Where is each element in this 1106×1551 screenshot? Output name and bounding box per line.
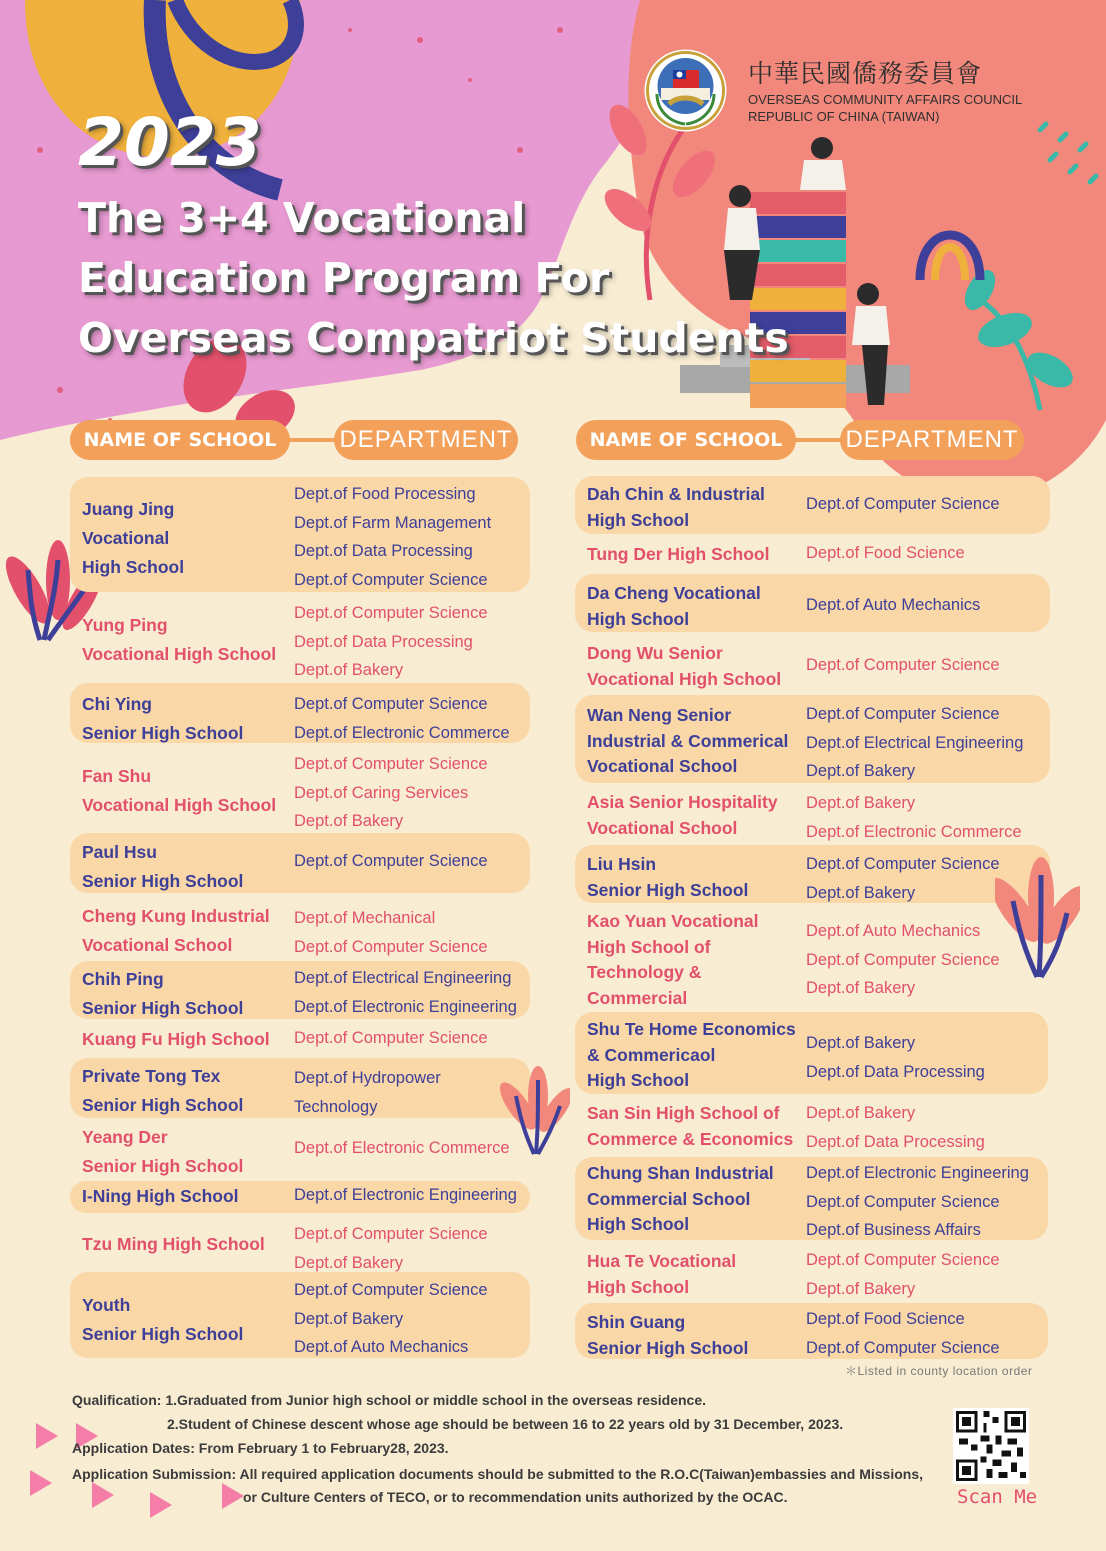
school-name: Asia Senior Hospitality Vocational School: [587, 792, 778, 838]
department-list: Dept.of Food Processing Dept.of Farm Management Dept.of Data Processing Dept.of Computer Science: [294, 485, 492, 589]
header-connector: [794, 438, 844, 442]
school-name: Tzu Ming High School: [82, 1234, 265, 1254]
school-name: Shu Te Home Economics & Commericaol High School: [587, 1019, 796, 1090]
school-name: Chi Ying Senior High School: [82, 694, 244, 743]
qualification-1: Qualification: 1.Graduated from Junior high school or middle school in the overseas residence.: [72, 1392, 707, 1408]
school-name: Shin Guang Senior High School: [587, 1312, 749, 1358]
department-header-label: DEPARTMENT: [334, 420, 518, 460]
department-list: Dept.of Hydropower Technology: [294, 1069, 441, 1116]
department-list: Dept.of Computer Science: [294, 852, 488, 870]
department-list: Dept.of Computer Science Dept.of Data Processing Dept.of Bakery: [294, 604, 488, 679]
qualification-2: 2.Student of Chinese descent whose age should be between 16 to 22 years old by 31 December, 2023.: [167, 1416, 844, 1432]
organization-name-en-2: REPUBLIC OF CHINA (TAIWAN): [748, 109, 940, 124]
school-name: Kuang Fu High School: [82, 1029, 270, 1049]
school-name: Da Cheng Vocational High School: [587, 583, 761, 629]
department-list: Dept.of Computer Science Dept.of Caring Services Dept.of Bakery: [294, 755, 488, 830]
school-name: Chung Shan Industrial Commercial School High School: [587, 1163, 774, 1234]
title-line-2: Education Program For: [78, 254, 610, 302]
department-list: Dept.of Food Science Dept.of Computer Science: [806, 1310, 1000, 1357]
department-list: Dept.of Bakery Dept.of Data Processing: [806, 1034, 985, 1081]
school-name: Private Tong Tex Senior High School: [82, 1066, 244, 1115]
department-list: Dept.of Computer Science Dept.of Bakery: [806, 1251, 1000, 1298]
department-list: Dept.of Electrical Engineering Dept.of Electronic Engineering: [294, 969, 517, 1016]
department-list: Dept.of Computer Science Dept.of Bakery: [806, 855, 1000, 902]
scan-me-label: Scan Me: [957, 1486, 1038, 1508]
department-list: Dept.of Auto Mechanics: [806, 596, 981, 614]
department-list: Dept.of Computer Science: [806, 656, 1000, 674]
school-name: Tung Der High School: [587, 544, 770, 564]
school-name: Wan Neng Senior Industrial & Commerical Vocational School: [587, 705, 789, 776]
school-name: Dong Wu Senior Vocational High School: [587, 643, 782, 689]
application-dates: Application Dates: From February 1 to February28, 2023.: [72, 1440, 449, 1456]
title-line-1: The 3+4 Vocational: [78, 194, 526, 242]
department-list: Dept.of Computer Science: [294, 1029, 488, 1047]
school-name: Yung Ping Vocational High School: [82, 615, 277, 664]
qr-code-icon[interactable]: [953, 1408, 1029, 1484]
listing-note: ＊Listed in county location order: [845, 1364, 1033, 1378]
department-list: Dept.of Electronic Engineering: [294, 1186, 517, 1204]
school-name: Youth Senior High School: [82, 1295, 244, 1344]
left-column-header: [70, 420, 518, 460]
leaf-decoration-icon: [500, 1066, 570, 1156]
header-connector: [288, 438, 338, 442]
department-list: Dept.of Electronic Commerce: [294, 1139, 510, 1157]
department-list: Dept.of Food Science: [806, 544, 965, 562]
organization-name: [748, 54, 1022, 124]
school-name: Cheng Kung Industrial Vocational School: [82, 906, 270, 955]
title-line-3: Overseas Compatriot Students: [78, 314, 789, 362]
department-list: Dept.of Mechanical Dept.of Computer Science: [294, 909, 488, 956]
organization-name-zh: 中華民國僑務委員會: [748, 59, 983, 88]
school-name: Juang Jing Vocational High School: [82, 499, 185, 577]
school-name: Dah Chin & Industrial High School: [587, 484, 765, 530]
school-name: I-Ning High School: [82, 1186, 239, 1206]
department-header-label: DEPARTMENT: [840, 420, 1024, 460]
department-list: Dept.of Auto Mechanics Dept.of Computer Science Dept.of Bakery: [806, 922, 1000, 997]
department-list: Dept.of Bakery Dept.of Electronic Commerce: [806, 794, 1022, 841]
school-name: Kao Yuan Vocational High School of Technology & Commercial: [587, 911, 759, 1008]
logo-emblem-icon: [643, 48, 728, 133]
school-name: Yeang Der Senior High School: [82, 1127, 244, 1176]
department-list: Dept.of Computer Science Dept.of Bakery Dept.of Auto Mechanics: [294, 1281, 488, 1356]
department-list: Dept.of Computer Science Dept.of Electrical Engineering Dept.of Bakery: [806, 705, 1024, 780]
school-header-label: NAME OF SCHOOL: [576, 420, 796, 460]
title-year: 2023: [78, 104, 262, 181]
department-list: Dept.of Computer Science Dept.of Electronic Commerce: [294, 695, 510, 742]
organization-name-en-1: OVERSEAS COMMUNITY AFFAIRS COUNCIL: [748, 92, 1023, 107]
school-name: Fan Shu Vocational High School: [82, 766, 277, 815]
application-submission-2: or Culture Centers of TECO, or to recommendation units authorized by the OCAC.: [243, 1489, 788, 1505]
school-name: Hua Te Vocational High School: [587, 1251, 737, 1297]
department-list: Dept.of Electronic Engineering Dept.of Computer Science Dept.of Business Affairs: [806, 1164, 1029, 1239]
school-name: Chih Ping Senior High School: [82, 969, 244, 1018]
school-name: Liu Hsin Senior High School: [587, 854, 749, 900]
application-submission-1: Application Submission: All required application documents should be submitted to the R.O.C(Taiwan)embassies and Missions,: [72, 1466, 923, 1482]
school-name: Paul Hsu Senior High School: [82, 842, 244, 891]
right-column-header: [576, 420, 1024, 460]
department-list: Dept.of Computer Science: [806, 495, 1000, 513]
department-list: Dept.of Computer Science Dept.of Bakery: [294, 1225, 488, 1272]
leaf-decoration-icon: [995, 855, 1080, 980]
department-list: Dept.of Bakery Dept.of Data Processing: [806, 1104, 985, 1151]
school-header-label: NAME OF SCHOOL: [70, 420, 290, 460]
school-name: San Sin High School of Commerce & Economics: [587, 1103, 794, 1149]
